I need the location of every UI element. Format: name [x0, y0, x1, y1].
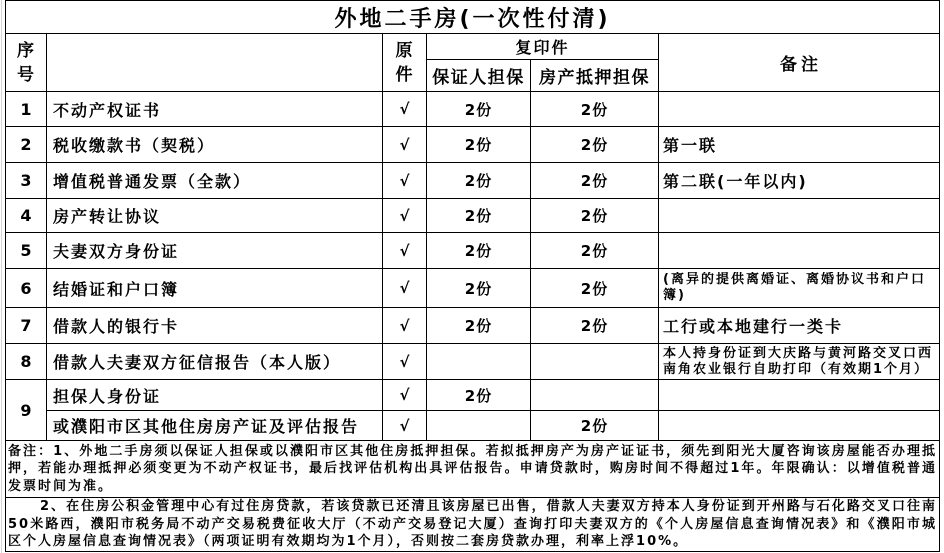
row-index-cell: 9 — [6, 380, 47, 441]
item-name-cell: 担保人身份证 — [47, 380, 383, 411]
remark-cell — [659, 411, 940, 441]
header-item-blank — [47, 34, 383, 92]
header-remarks: 备注 — [659, 34, 940, 92]
original-check-cell: √ — [383, 269, 427, 308]
sheet-gridline — [1, 0, 2, 553]
mortgage-copies-cell: 2份 — [531, 411, 659, 441]
row-index-cell: 3 — [6, 163, 47, 199]
remark-cell — [659, 92, 940, 127]
item-name-cell: 结婚证和户口簿 — [47, 269, 383, 308]
original-check-cell: √ — [383, 163, 427, 199]
remark-cell — [659, 233, 940, 269]
remark-cell: 第二联(一年以内) — [659, 163, 940, 199]
mortgage-copies-cell: 2份 — [531, 127, 659, 163]
page-title: 外地二手房(一次性付清) — [6, 1, 940, 34]
mortgage-copies-cell — [531, 344, 659, 380]
guarantor-copies-cell: 2份 — [427, 163, 531, 199]
remark-cell: 第一联 — [659, 127, 940, 163]
guarantor-copies-cell: 2份 — [427, 380, 531, 411]
original-check-cell: √ — [383, 199, 427, 233]
mortgage-copies-cell: 2份 — [531, 92, 659, 127]
guarantor-copies-cell: 2份 — [427, 199, 531, 233]
header-original — [383, 34, 427, 92]
header-original-label: 原件 — [395, 40, 414, 85]
row-index-cell: 6 — [6, 269, 47, 308]
remark-cell — [659, 199, 940, 233]
guarantor-copies-cell: 2份 — [427, 233, 531, 269]
note-2-cell — [6, 498, 940, 552]
original-check-cell: √ — [383, 380, 427, 411]
row-index-cell: 1 — [6, 92, 47, 127]
remark-cell: 工行或本地建行一类卡 — [659, 308, 940, 344]
row-index-cell: 5 — [6, 233, 47, 269]
mortgage-copies-cell: 2份 — [531, 308, 659, 344]
mortgage-copies-cell: 2份 — [531, 269, 659, 308]
original-check-cell: √ — [383, 308, 427, 344]
header-index-label: 序号 — [17, 40, 35, 85]
note-1-text: 备注：1、外地二手房须以保证人担保或以濮阳市区其他住房抵押担保。若拟抵押房产为房产证证书，须先到阳光大厦咨询该房屋能否办理抵押，若能办理抵押必须变更为不动产权证书，最后找评估机构出具评估报告。申请贷款时，购房时间不得超过1年。年限确认：以增值税普通发票时间为准。 — [8, 443, 937, 494]
header-copies: 复印件 — [427, 34, 659, 60]
row-index-cell: 7 — [6, 308, 47, 344]
remark-text: 本人持身份证到大庆路与黄河路交叉口西南角农业银行自助打印（有效期1个月） — [663, 345, 934, 377]
guarantor-copies-cell — [427, 411, 531, 441]
note-1-cell — [6, 441, 940, 498]
remark-cell — [659, 269, 940, 308]
item-name-cell: 夫妻双方身份证 — [47, 233, 383, 269]
header-index — [6, 34, 47, 92]
item-name-cell: 税收缴款书（契税） — [47, 127, 383, 163]
note-2-text: 2、在住房公积金管理中心有过住房贷款，若该贷款已还清且该房屋已出售，借款人夫妻双方持本人身份证到开州路与石化路交叉口往南50米路西，濮阳市税务局不动产交易税费征收大厅（不动产交易登记大厦）查询打印夫妻双方的《个人房屋信息查询情况表》和《濮阳市城区个人房屋信息查询情况表》（两项证明有效期均为1个月），否则按二套房贷款办理，利率上浮10%。 — [8, 499, 937, 550]
row-index-cell: 8 — [6, 344, 47, 380]
row-index-cell: 2 — [6, 127, 47, 163]
mortgage-copies-cell: 2份 — [531, 199, 659, 233]
remark-cell — [659, 380, 940, 411]
original-check-cell: √ — [383, 127, 427, 163]
original-check-cell: √ — [383, 411, 427, 441]
header-guarantor-copies: 保证人担保 — [427, 60, 531, 92]
item-name-cell: 借款人的银行卡 — [47, 308, 383, 344]
guarantor-copies-cell: 2份 — [427, 127, 531, 163]
header-mortgage-copies: 房产抵押担保 — [531, 60, 659, 92]
original-check-cell: √ — [383, 233, 427, 269]
guarantor-copies-cell — [427, 344, 531, 380]
item-name-cell: 借款人夫妻双方征信报告（本人版） — [47, 344, 383, 380]
mortgage-copies-cell: 2份 — [531, 163, 659, 199]
guarantor-copies-cell: 2份 — [427, 92, 531, 127]
original-check-cell: √ — [383, 92, 427, 127]
row-index-cell: 4 — [6, 199, 47, 233]
mortgage-copies-cell: 2份 — [531, 233, 659, 269]
item-name-cell: 不动产权证书 — [47, 92, 383, 127]
original-check-cell: √ — [383, 344, 427, 380]
remark-cell — [659, 344, 940, 380]
item-name-cell: 增值税普通发票（全款） — [47, 163, 383, 199]
guarantor-copies-cell: 2份 — [427, 269, 531, 308]
item-name-cell: 房产转让协议 — [47, 199, 383, 233]
guarantor-copies-cell: 2份 — [427, 308, 531, 344]
mortgage-copies-cell — [531, 380, 659, 411]
loan-document-checklist-table — [5, 0, 940, 552]
remark-text: (离异的提供离婚证、离婚协议书和户口簿) — [663, 272, 926, 303]
item-name-cell: 或濮阳市区其他住房房产证及评估报告 — [47, 411, 383, 441]
